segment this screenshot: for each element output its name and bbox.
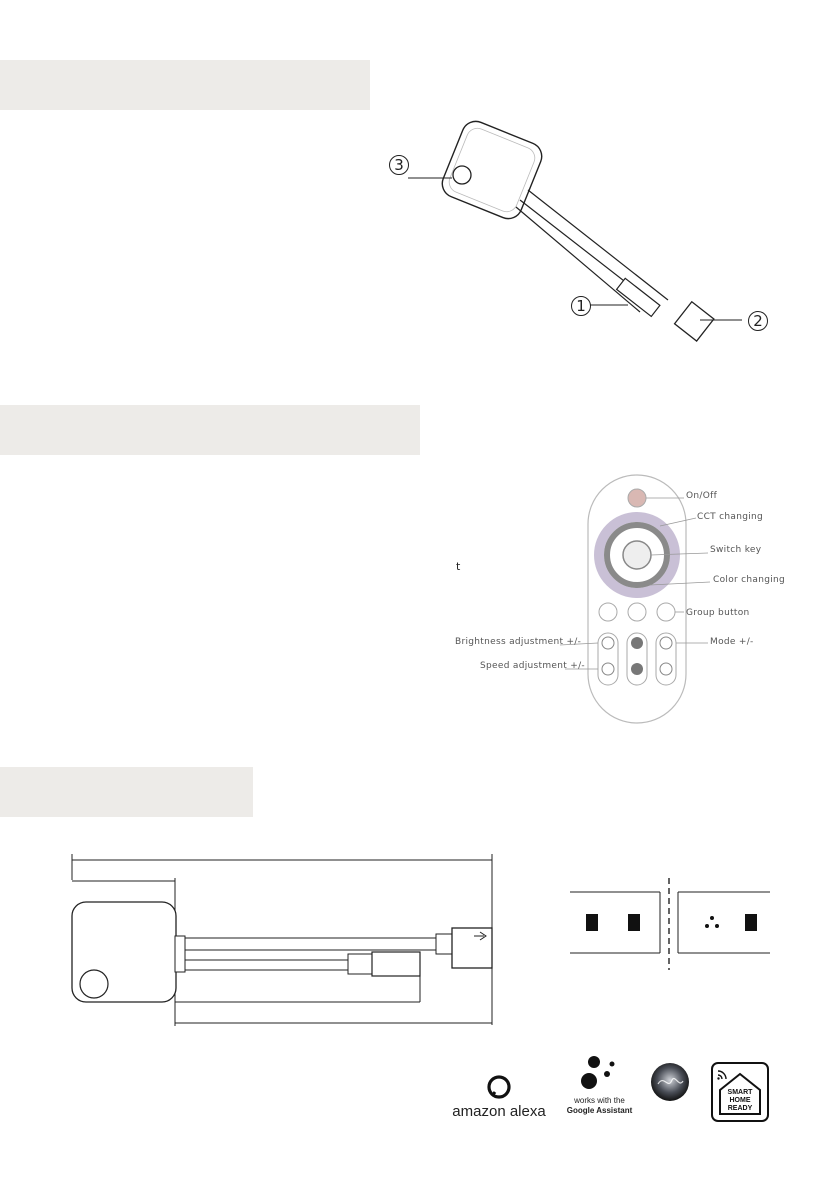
smart-text: SMART	[727, 1089, 753, 1096]
remote-label-speed: Speed adjustment +/-	[480, 661, 585, 671]
remote-label-on-off: On/Off	[686, 491, 718, 501]
stray-text: t	[456, 560, 461, 573]
google-assistant-logo	[562, 1054, 637, 1124]
alexa-icon	[487, 1075, 511, 1099]
smart-home-ready-logo	[711, 1062, 769, 1122]
remote-label-group-button: Group button	[686, 608, 750, 618]
callout-three: 3	[389, 155, 409, 175]
section-header-band-2	[0, 405, 420, 455]
google-line2: Google Assistant	[566, 1106, 633, 1115]
siri-icon	[650, 1062, 690, 1102]
led-strip-drawing	[0, 870, 840, 990]
callout-two: 2	[748, 311, 768, 331]
google-line1: works with the	[574, 1096, 625, 1105]
remote-label-brightness: Brightness adjustment +/-	[455, 637, 582, 647]
remote-label-switch-key: Switch key	[710, 545, 762, 555]
section-header-band-3	[0, 767, 253, 817]
google-assistant-icon	[574, 1054, 624, 1090]
alexa-text: amazon alexa	[452, 1103, 546, 1120]
controller-illustration	[0, 0, 840, 400]
alexa-logo	[450, 1075, 548, 1125]
home-text: HOME	[729, 1097, 751, 1104]
ready-text: READY	[727, 1105, 753, 1112]
callout-one: 1	[571, 296, 591, 316]
remote-label-cct: CCT changing	[697, 512, 764, 522]
remote-label-mode: Mode +/-	[710, 637, 754, 647]
remote-label-color-changing: Color changing	[713, 575, 786, 585]
